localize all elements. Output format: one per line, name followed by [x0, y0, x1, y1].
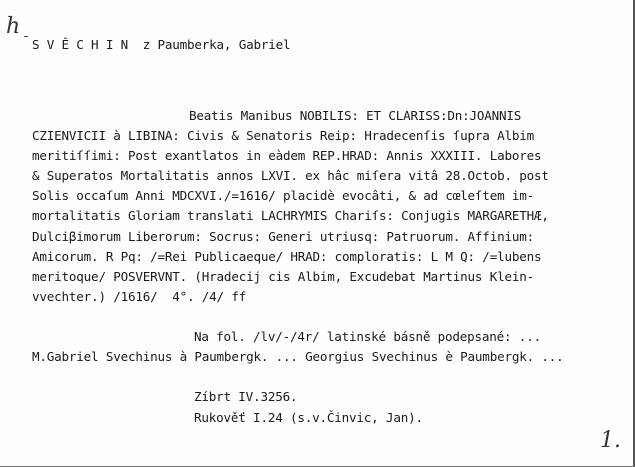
title-line-3: meritiſſimi: Post exantlatos in eàdem REP.HRAD: Annis XXXIII. Labores	[32, 148, 542, 163]
title-line-6: mortalitatis Gloriam translati LACHRYMIS Chariſs: Conjugis MARGARETHÆ,	[32, 208, 549, 223]
title-line-5: Solis occaſum Anni MDCXVI./=1616/ placidè evocâti, & ad cœleſtem im-	[32, 188, 534, 203]
handwritten-mark-bottom-right: 1.	[600, 428, 621, 453]
underline-mark	[24, 36, 28, 37]
title-line-4: & Superatos Mortalitatis annos LXVI. ex hâc miſera vitâ 28.Octob. post	[32, 168, 549, 183]
title-line-2: CZIENVICII à LIBINA: Civis & Senatoris Reip: Hradecenſis ſupra Albim	[32, 128, 534, 143]
note-line-2: M.Gabriel Svechinus à Paumbergk. ... Georgius Svechinus è Paumbergk. ...	[32, 349, 564, 364]
reference-rukovet: Rukověť I.24 (s.v.Činvic, Jan).	[194, 410, 423, 425]
note-line-1: Na fol. /lv/-/4r/ latinské básně podepsané: ...	[194, 329, 541, 344]
reference-zibrt: Zíbrt IV.3256.	[194, 389, 298, 404]
title-line-1: Beatis Manibus NOBILIS: ET CLARISS:Dn:JOANNIS	[189, 108, 522, 123]
handwritten-mark-top-left: h	[6, 14, 21, 39]
card-heading: S V Ě C H I N z Paumberka, Gabriel	[32, 37, 291, 52]
title-line-10: vvechter.) /1616/ 4°. /4/ ff	[32, 289, 247, 304]
title-line-8: Amicorum. R Pq: /=Rei Publicaeque/ HRAD: comploratis: L M Q: /=lubens	[32, 249, 542, 264]
title-line-7: Dulciβimorum Liberorum: Socrus: Generi utriusq: Patruorum. Affinium:	[32, 229, 534, 244]
title-line-9: meritoque/ POSVERVNT. (Hradecij cis Albim, Excudebat Martinus Klein-	[32, 269, 534, 284]
